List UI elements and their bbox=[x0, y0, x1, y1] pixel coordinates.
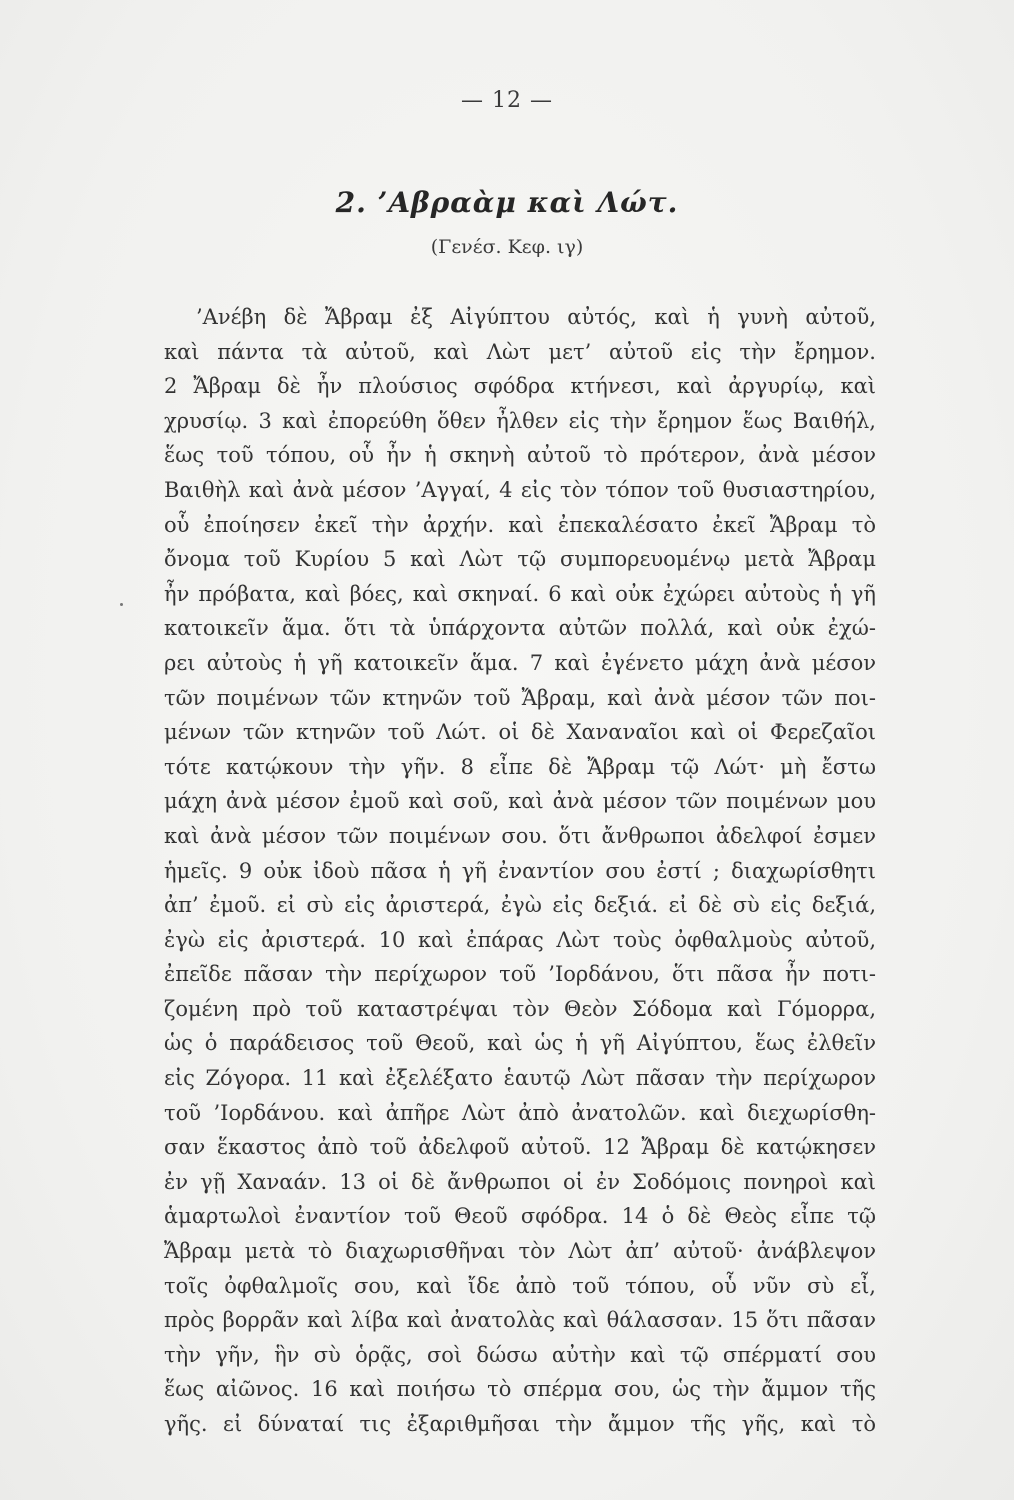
text-line: μένων τῶν κτηνῶν τοῦ Λώτ. οἱ δὲ Χαναναῖοι καὶ οἱ Φερεζαῖοι bbox=[164, 720, 876, 745]
text-line: ἡμεῖς. 9 οὐκ ἰδοὺ πᾶσα ἡ γῆ ἐναντίον σου ἐστί ; διαχωρίσθητι bbox=[164, 858, 876, 883]
text-line: μάχη ἀνὰ μέσον ἐμοῦ καὶ σοῦ, καὶ ἀνὰ μέσον τῶν ποιμένων μου bbox=[164, 789, 876, 814]
text-line: τότε κατῴκουν τὴν γῆν. 8 εἶπε δὲ Ἄβραμ τῷ Λώτ· μὴ ἔστω bbox=[164, 754, 876, 779]
page-number: — 12 — bbox=[461, 88, 553, 113]
body-text bbox=[164, 300, 876, 1442]
text-line: καὶ πάντα τὰ αὐτοῦ, καὶ Λὼτ μετ’ αὐτοῦ εἰς τὴν ἔρημον. bbox=[164, 339, 876, 364]
text-line: τοῖς ὀφθαλμοῖς σου, καὶ ἴδε ἀπὸ τοῦ τόπου, οὗ νῦν σὺ εἶ, bbox=[164, 1273, 876, 1298]
text-line: καὶ ἀνὰ μέσον τῶν ποιμένων σου. ὅτι ἄνθρωποι ἀδελφοί ἐσμεν bbox=[164, 823, 876, 848]
text-line: Βαιθὴλ καὶ ἀνὰ μέσον ’Αγγαί, 4 εἰς τὸν τόπον τοῦ θυσιαστηρίου, bbox=[164, 477, 876, 502]
text-line: εἰς Ζόγορα. 11 καὶ ἐξελέξατο ἑαυτῷ Λὼτ πᾶσαν τὴν περίχωρον bbox=[164, 1066, 876, 1091]
text-line: ἀπ’ ἐμοῦ. εἰ σὺ εἰς ἀριστερά, ἐγὼ εἰς δεξιά. εἰ δὲ σὺ εἰς δεξιά, bbox=[164, 893, 876, 918]
text-line: πρὸς βορρᾶν καὶ λίβα καὶ ἀνατολὰς καὶ θάλασσαν. 15 ὅτι πᾶσαν bbox=[164, 1308, 876, 1333]
text-line: ἕως τοῦ τόπου, οὗ ἦν ἡ σκηνὴ αὐτοῦ τὸ πρότερον, ἀνὰ μέσον bbox=[164, 443, 876, 468]
text-line: κατοικεῖν ἅμα. ὅτι τὰ ὑπάρχοντα αὐτῶν πολλά, καὶ οὐκ ἐχώ- bbox=[164, 616, 876, 641]
text-line: σαν ἕκαστος ἀπὸ τοῦ ἀδελφοῦ αὐτοῦ. 12 Ἄβραμ δὲ κατῴκησεν bbox=[164, 1135, 876, 1160]
text-line: ὡς ὁ παράδεισος τοῦ Θεοῦ, καὶ ὡς ἡ γῆ Αἰγύπτου, ἕως ἐλθεῖν bbox=[164, 1031, 876, 1056]
scan-speck bbox=[120, 603, 123, 606]
text-line: ἐγὼ εἰς ἀριστερά. 10 καὶ ἐπάρας Λὼτ τοὺς ὀφθαλμοὺς αὐτοῦ, bbox=[164, 927, 876, 952]
text-line: τοῦ ’Ιορδάνου. καὶ ἀπῆρε Λὼτ ἀπὸ ἀνατολῶν. καὶ διεχωρίσθη- bbox=[164, 1100, 876, 1125]
text-line: χρυσίῳ. 3 καὶ ἐπορεύθη ὅθεν ἦλθεν εἰς τὴν ἔρημον ἕως Βαιθήλ, bbox=[164, 408, 876, 433]
text-line: 2 Ἄβραμ δὲ ἦν πλούσιος σφόδρα κτήνεσι, καὶ ἀργυρίῳ, καὶ bbox=[164, 374, 876, 399]
text-line: ἁμαρτωλοὶ ἐναντίον τοῦ Θεοῦ σφόδρα. 14 ὁ δὲ Θεὸς εἶπε τῷ bbox=[164, 1204, 876, 1229]
text-line: ζομένη πρὸ τοῦ καταστρέψαι τὸν Θεὸν Σόδομα καὶ Γόμορρα, bbox=[164, 996, 876, 1021]
text-line: Ἄβραμ μετὰ τὸ διαχωρισθῆναι τὸν Λὼτ ἀπ’ αὐτοῦ· ἀνάβλεψον bbox=[164, 1239, 876, 1264]
text-line: γῆς. εἰ δύναταί τις ἐξαριθμῆσαι τὴν ἄμμον τῆς γῆς, καὶ τὸ bbox=[164, 1412, 876, 1436]
text-line: ἐν γῇ Χαναάν. 13 οἱ δὲ ἄνθρωποι οἱ ἐν Σοδόμοις πονηροὶ καὶ bbox=[164, 1169, 876, 1194]
text-line: τῶν ποιμένων τῶν κτηνῶν τοῦ Ἄβραμ, καὶ ἀνὰ μέσον τῶν ποι- bbox=[164, 685, 876, 710]
text-line: ἐπεῖδε πᾶσαν τὴν περίχωρον τοῦ ’Ιορδάνου, ὅτι πᾶσα ἦν ποτι- bbox=[164, 962, 876, 987]
section-subtitle: (Γενέσ. Κεφ. ιγ) bbox=[430, 236, 584, 258]
text-line: ὄνομα τοῦ Κυρίου 5 καὶ Λὼτ τῷ συμπορευομένῳ μετὰ Ἄβραμ bbox=[164, 547, 876, 572]
section-title: 2. ’Αβραὰμ καὶ Λώτ. bbox=[335, 186, 679, 219]
text-line: ’Ανέβη δὲ Ἄβραμ ἐξ Αἰγύπτου αὐτός, καὶ ἡ γυνὴ αὐτοῦ, bbox=[196, 305, 876, 329]
text-line: τὴν γῆν, ἣν σὺ ὁρᾷς, σοὶ δώσω αὐτὴν καὶ τῷ σπέρματί σου bbox=[164, 1342, 876, 1367]
text-line: ἦν πρόβατα, καὶ βόες, καὶ σκηναί. 6 καὶ οὐκ ἐχώρει αὐτοὺς ἡ γῆ bbox=[164, 581, 876, 606]
text-line: ἕως αἰῶνος. 16 καὶ ποιήσω τὸ σπέρμα σου, ὡς τὴν ἄμμον τῆς bbox=[164, 1377, 876, 1402]
text-line: ρει αὐτοὺς ἡ γῆ κατοικεῖν ἅμα. 7 καὶ ἐγένετο μάχη ἀνὰ μέσον bbox=[164, 650, 876, 675]
text-line: οὗ ἐποίησεν ἐκεῖ τὴν ἀρχήν. καὶ ἐπεκαλέσατο ἐκεῖ Ἄβραμ τὸ bbox=[164, 512, 876, 537]
